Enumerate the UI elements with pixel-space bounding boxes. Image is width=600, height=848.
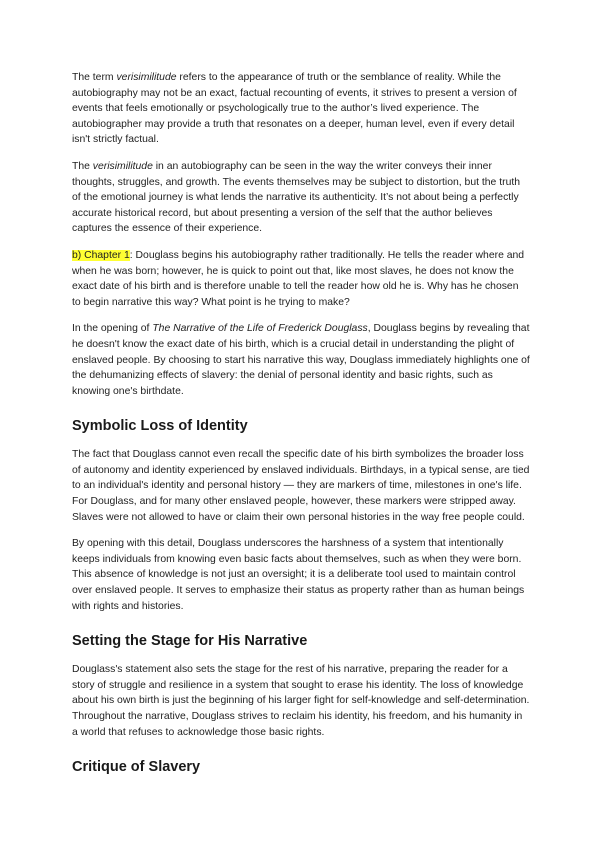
text-run: : Douglass begins his autobiography rather traditionally. He tells the reader where and when he was born; however, he is quick to point out that, like most slaves, he does not know the exact date of his birth and is therefore unable to tell the reader how old he is. Why has he chosen to begin narrative this way? What point is he trying to make? (72, 249, 525, 308)
paragraph-setting-stage: Douglass's statement also sets the stage for the rest of his narrative, preparing the reader for a story of struggle and resilience in a system that sought to erase his identity. The loss of knowledge about his own birth is just the beginning of his larger fight for self-knowledge and self-determination. Throughout the narrative, Douglass strives to reclaim his identity, his freedom, and his humanity in a world that refuses to acknowledge those basic rights. (72, 664, 530, 738)
text-run: , Douglass begins by revealing that he doesn't know the exact date of his birth, which is a crucial detail in understanding the plight of enslaved people. By choosing to start his narrative this way, Douglass immediately highlights one of the dehumanizing effects of slavery: the denial of personal identity and basic rights, such as knowing one's birthdate. (72, 323, 530, 397)
heading-setting-stage: Setting the Stage for His Narrative (72, 633, 308, 650)
paragraph-harsh-system: By opening with this detail, Douglass underscores the harshness of a system that intentionally keeps individuals from knowing even basic facts about themselves, such as when they were born. This absence of knowledge is not just an oversight; it is a deliberate tool used to maintain control over enslaved people. It serves to emphasize their status as property rather than as human beings with rights and histories. (72, 538, 525, 612)
paragraph-chapter-1-question (72, 248, 530, 310)
text-run: refers to the appearance of truth or the semblance of reality. While the autobiography may not be an exact, factual recounting of events, it strives to present a version of events that feels emotionally or psychologically true to the author’s lived experience. The autobiographer may provide a truth that resonates on a deeper, human level, even if every detail isn't strictly factual. (72, 72, 517, 146)
paragraph-verisimilitude-in-autobiography (72, 159, 530, 237)
heading-symbolic-loss: Symbolic Loss of Identity (72, 418, 248, 435)
book-title: The Narrative of the Life of Frederick Douglass (152, 323, 368, 335)
text-run: In the opening of (72, 323, 153, 335)
document-page (72, 70, 530, 788)
text-run: The term (72, 72, 117, 83)
heading-critique-slavery: Critique of Slavery (72, 759, 201, 776)
text-run: The (72, 160, 93, 172)
paragraph-verisimilitude-definition (72, 70, 530, 148)
term-verisimilitude: verisimilitude (116, 72, 177, 83)
paragraph-opening-analysis (72, 321, 530, 399)
chapter-highlight: b) Chapter 1 (72, 249, 130, 261)
text-run: in an autobiography can be seen in the way the writer conveys their inner thoughts, struggles, and growth. The events themselves may be subject to distortion, but the truth of the emotional journey is what lends the narrative its authenticity. It’s not about being a perfectly accurate historical record, but about presenting a version of the self that the author believes captures the essence of their experience. (72, 160, 521, 235)
term-verisimilitude: verisimilitude (92, 160, 153, 172)
paragraph-loss-of-identity: The fact that Douglass cannot even recall the specific date of his birth symbolizes the broader loss of autonomy and identity experienced by enslaved individuals. Birthdays, in a typical sense, are tied to an individual's identity and personal history — they are markers of time, milestones in one's life. For Douglass, and for many other enslaved people, however, these markers were stripped away. Slaves were not allowed to have or claim their own personal histories in the way free people could. (72, 449, 530, 523)
